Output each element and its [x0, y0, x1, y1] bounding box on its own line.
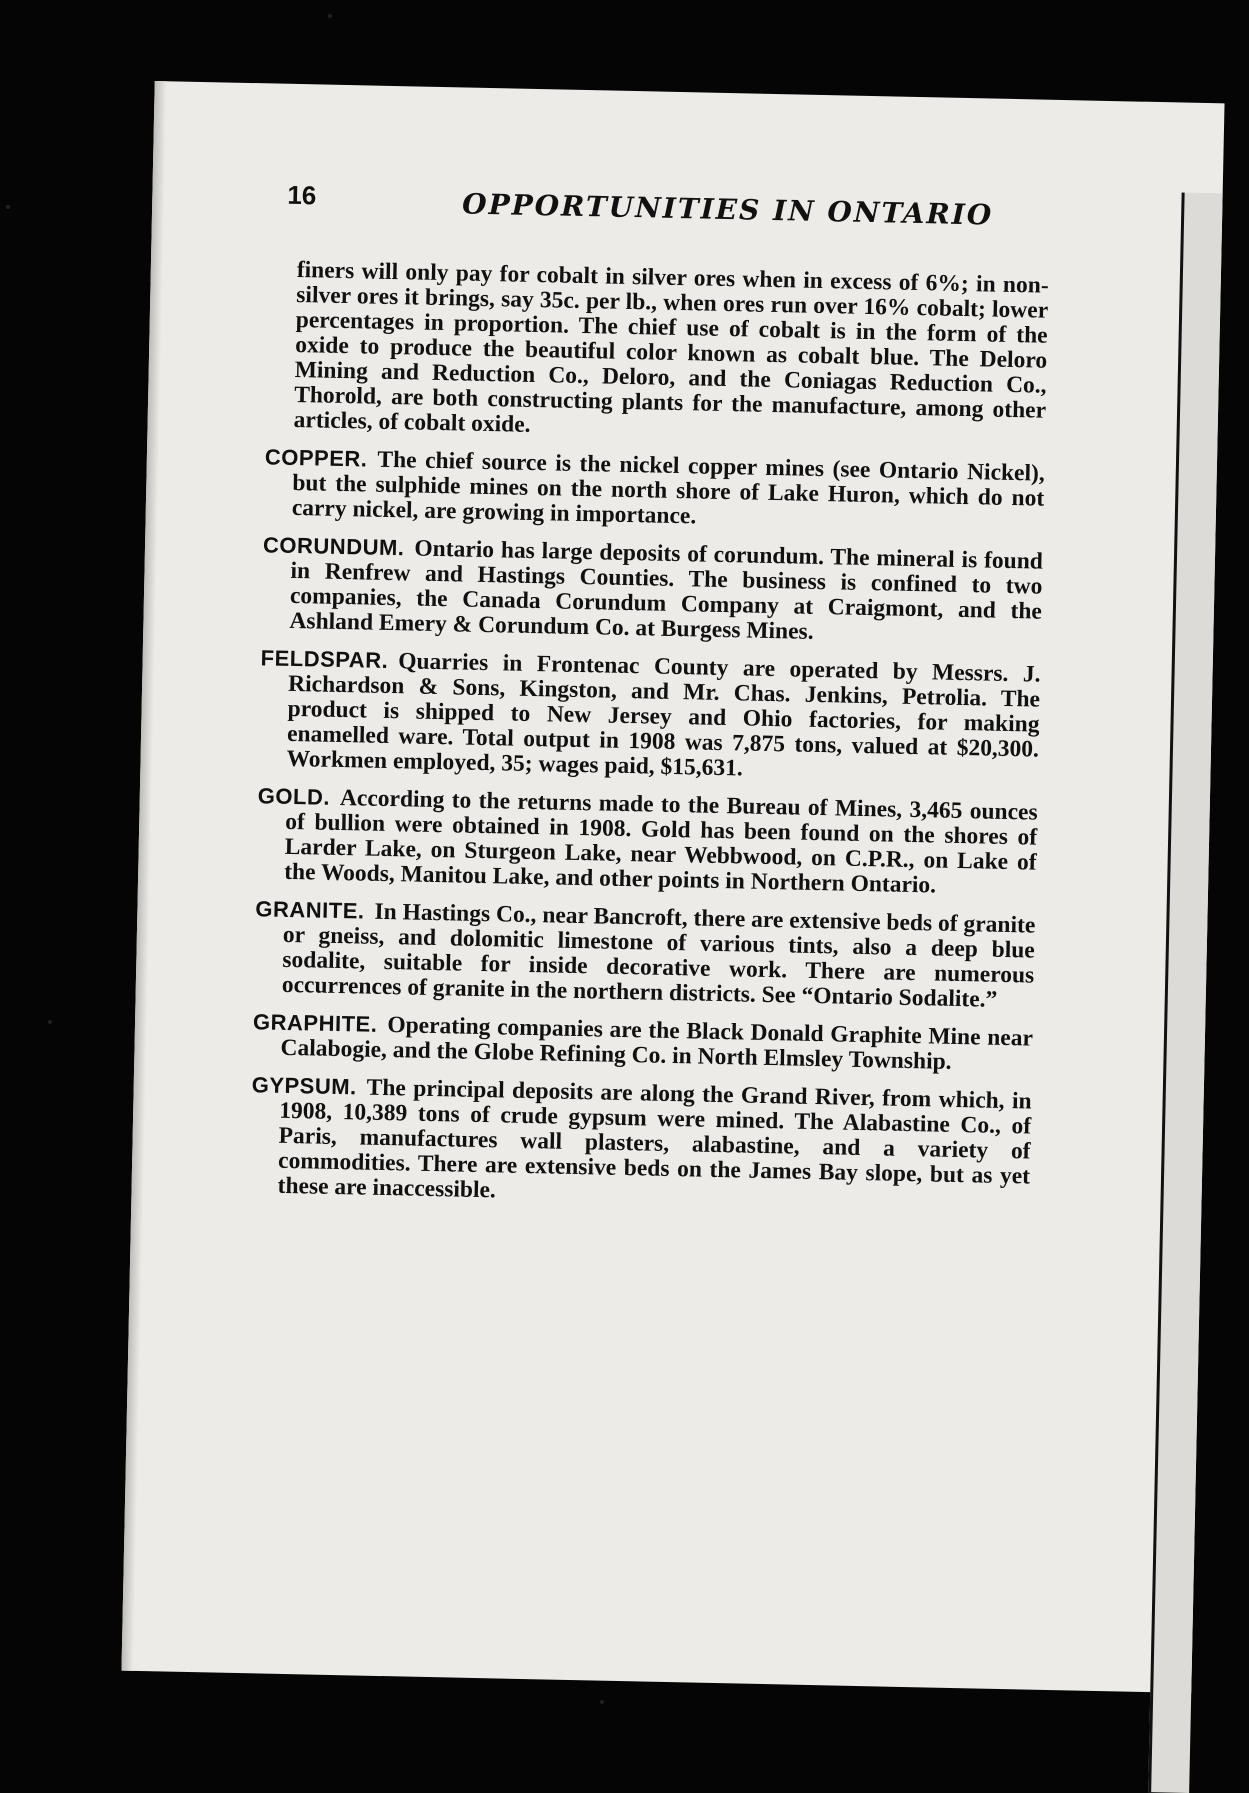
entry-text: Quarries in Frontenac County are operated by Messrs. J. Richardson & Sons, Kingston, and Mr. Chas. Jenkins, Petrolia. The product is shipped to New Jersey and Ohio factories, for making enamelled ware. Total output in 1908 was 7,875 tons, valued at $20,300. Workmen employed, 35; wages paid, $15,631.	[286, 647, 1041, 781]
entry-text: The chief source is the nickel copper mines (see Ontario Nickel), but the sulphide mines on the north shore of Lake Huron, which do not carry nickel, are growing in importance.	[291, 446, 1046, 529]
entry-gold	[256, 783, 1038, 900]
entry-heading: GYPSUM.	[251, 1071, 357, 1099]
book-page	[121, 81, 1224, 1693]
entry-heading: GRANITE.	[255, 895, 365, 924]
entry-heading: GRAPHITE.	[252, 1008, 378, 1037]
entry-text: According to the returns made to the Bureau of Mines, 3,465 ounces of bullion were obtained in 1908. Gold has been found on the shores of Larder Lake, on Sturgeon Lake, near Webbwood, on C.P.R., on Lake of the Woods, Manitou Lake, and other points in Northern Ontario.	[283, 784, 1038, 899]
entry-feldspar	[258, 645, 1040, 787]
entry-graphite	[252, 1009, 1033, 1076]
running-head: OPPORTUNITIES IN ONTARIO	[461, 187, 994, 232]
entry-gypsum	[249, 1072, 1031, 1214]
scan-speck	[6, 205, 10, 209]
continuation-paragraph: finers will only pay for cobalt in silver ores when in excess of 6%; in non-silver ores it brings, say 35c. per lb., when ores run over 16% cobalt; lower percentages in proportion. The chief use of cobalt is in the form of the oxide to produce the beautiful color known as cobalt blue. The Deloro Mining and Reduction Co., Deloro, and the Coniagas Reduction Co., Thorold, are both constructing plants for the manufacture, among other articles, of cobalt oxide.	[293, 256, 1049, 438]
entry-copper	[264, 444, 1045, 536]
facing-page-edge	[1148, 193, 1222, 1793]
entry-heading: CORUNDUM.	[262, 531, 405, 560]
page-gutter-shadow	[121, 81, 166, 1671]
scan-speck	[48, 1020, 52, 1024]
entry-granite	[254, 896, 1036, 1013]
entry-heading: GOLD.	[257, 782, 331, 810]
page-number: 16	[287, 179, 317, 211]
entry-text: Operating companies are the Black Donald Graphite Mine near Calabogie, and the Globe Refining Co. in North Elmsley Township.	[280, 1011, 1034, 1075]
entry-corundum	[261, 532, 1043, 649]
entry-text: Ontario has large deposits of corundum. The mineral is found in Renfrew and Hastings Counties. The business is confined to two companies, the Canada Corundum Company at Craigmont, and the Ashland Emery & Corundum Co. at Burgess Mines.	[289, 535, 1044, 645]
page-content	[249, 233, 1049, 1226]
entry-text: In Hastings Co., near Bancroft, there are extensive beds of granite or gneiss, and dolomitic limestone of various tints, also a deep blue sodalite, suitable for inside decorative work. There are numerous occurrences of granite in the northern districts. See “Ontario Sodalite.”	[281, 898, 1036, 1013]
scan-speck	[600, 1700, 604, 1704]
entry-heading: COPPER.	[264, 443, 368, 472]
scan-speck	[328, 14, 332, 18]
entry-text: The principal deposits are along the Grand River, from which, in 1908, 10,389 tons of crude gypsum were mined. The Alabastine Co., of Paris, manufactures wall plasters, alabastine, and a variety of commodities. There are extensive beds on the James Bay slope, but as yet these are inaccessible.	[277, 1074, 1032, 1203]
entry-heading: FELDSPAR.	[260, 644, 389, 673]
